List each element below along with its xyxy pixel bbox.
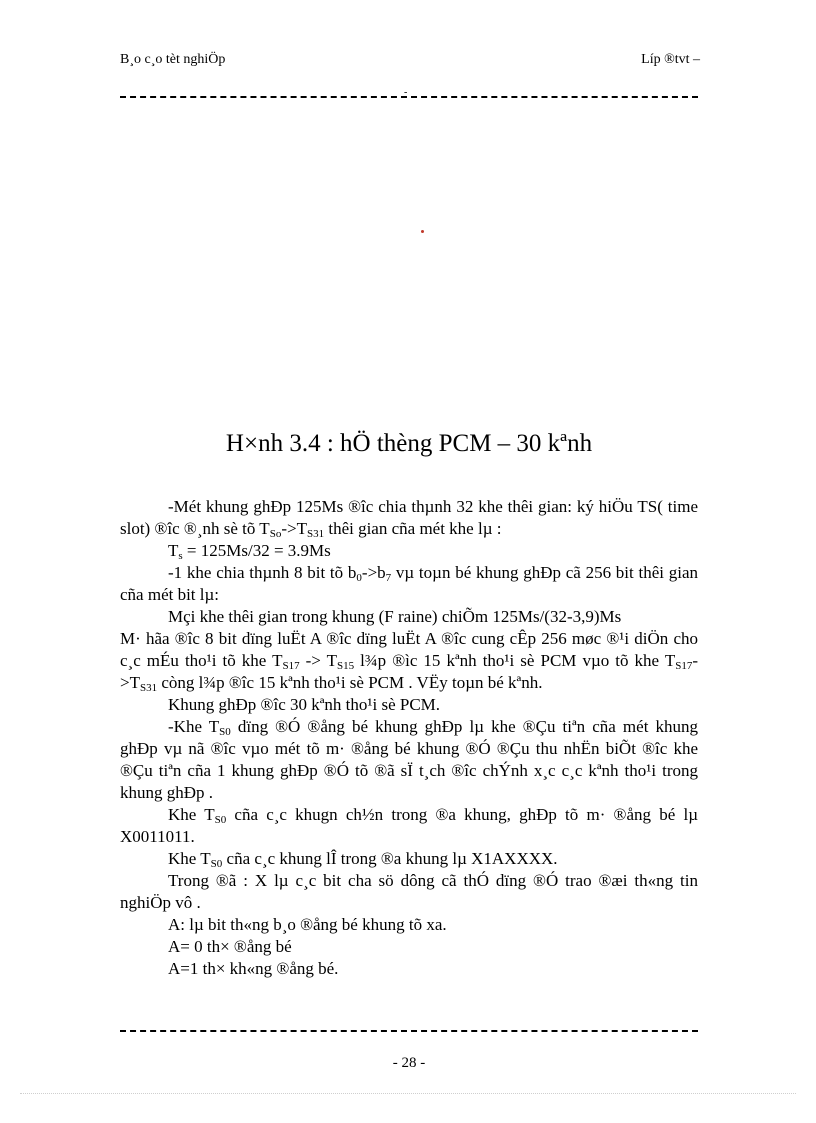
paragraph-bit-split: -1 khe chia thµnh 8 bit tõ $b_0->b_7$ vµ toµn bé khung ghÐp cã 256 bit thêi gian cña mét bit lµ: <box>120 563 698 604</box>
figure-caption: H×nh 3.4 : hÖ thèng PCM – 30 kªnh <box>225 430 593 457</box>
paragraph-slot-time: Mçi khe thêi gian trong khung (F raine) chiÕm 125Ms/(32-3,9)Ms <box>168 607 622 626</box>
paragraph-a-zero: A= 0 th× ®ång bé <box>168 937 292 956</box>
paragraph-slot-duration: $T_s = 125Ms/32 = 3.9Ms$ <box>168 541 331 562</box>
paragraph-sync-slot: -Khe $T_{S0}$ dïng ®Ó ®ång bé khung ghÐp lµ khe ®Çu tiªn cña mét khung ghÐp vµ nã ®îc vµo mét tõ m· ®ång bé khung ®Ó ®Çu thu nhËn biÕt ®îc khe ®Çu tiªn cña 1 khung ghÐp ®Ó tõ ®ã sÏ t¸ch ®îc chÝnh x¸c c¸c kªnh tho¹i trong khung ghÐp . <box>120 717 698 802</box>
page-number: - 28 - <box>392 1055 426 1071</box>
paragraph-a-one: A=1 th× kh«ng ®ång bé. <box>168 959 339 978</box>
paragraph-encoding: M· hãa ®îc 8 bit dïng luËt A ®îc dïng luËt A ®îc cung cÊp 256 møc ®¹i diÖn cho c¸c mÉu tho¹i tõ khe $T_{S17} -> T_{S15}$ l¾p ®ìc 15 kªnh tho¹i sè PCM vµo tõ khe $T_{S17}->T_{S31}$ còng l¾p ®îc 15 kªnh tho¹i sè PCM . VËy toµn bé kªnh. <box>120 629 699 694</box>
header-left-text: B¸o c¸o tèt nghiÖp <box>120 52 226 67</box>
header-divider <box>120 96 698 98</box>
paragraph-a-bit: A: lµ bit th«ng b¸o ®ång bé khung tõ xa. <box>168 915 447 934</box>
paragraph-channels: Khung ghÐp ®îc 30 kªnh tho¹i sè PCM. <box>168 695 441 714</box>
footer-divider <box>120 1030 698 1032</box>
paragraph-x-bits: Trong ®ã : X lµ c¸c bit cha sö dông cã thÓ dïng ®Ó trao ®æi th«ng tin nghiÖp vô . <box>120 871 698 912</box>
header-mark: - <box>404 87 408 98</box>
paragraph-odd-frames: Khe $T_{S0}$ cña c¸c khung lÎ trong ®a khung lµ X1AXXXX. <box>168 849 558 870</box>
header-right-text: Líp ®tvt – <box>641 52 700 67</box>
page-edge-line <box>20 1093 796 1094</box>
paragraph-frame-description: -Mét khung ghÐp 125Ms ®îc chia thµnh 32 khe thêi gian: ký hiÖu TS( time slot) ®îc ®¸nh sè tõ $T_{So}->T_{S31}$ thêi gian cña mét khe lµ : <box>120 497 698 540</box>
paragraph-even-frames: Khe $T_{S0}$ cña c¸c khugn ch½n trong ®a khung, ghÐp tõ m· ®ång bé lµ X0011011. <box>120 805 698 846</box>
figure-placeholder-dot <box>421 230 424 233</box>
body-text <box>120 496 698 980</box>
